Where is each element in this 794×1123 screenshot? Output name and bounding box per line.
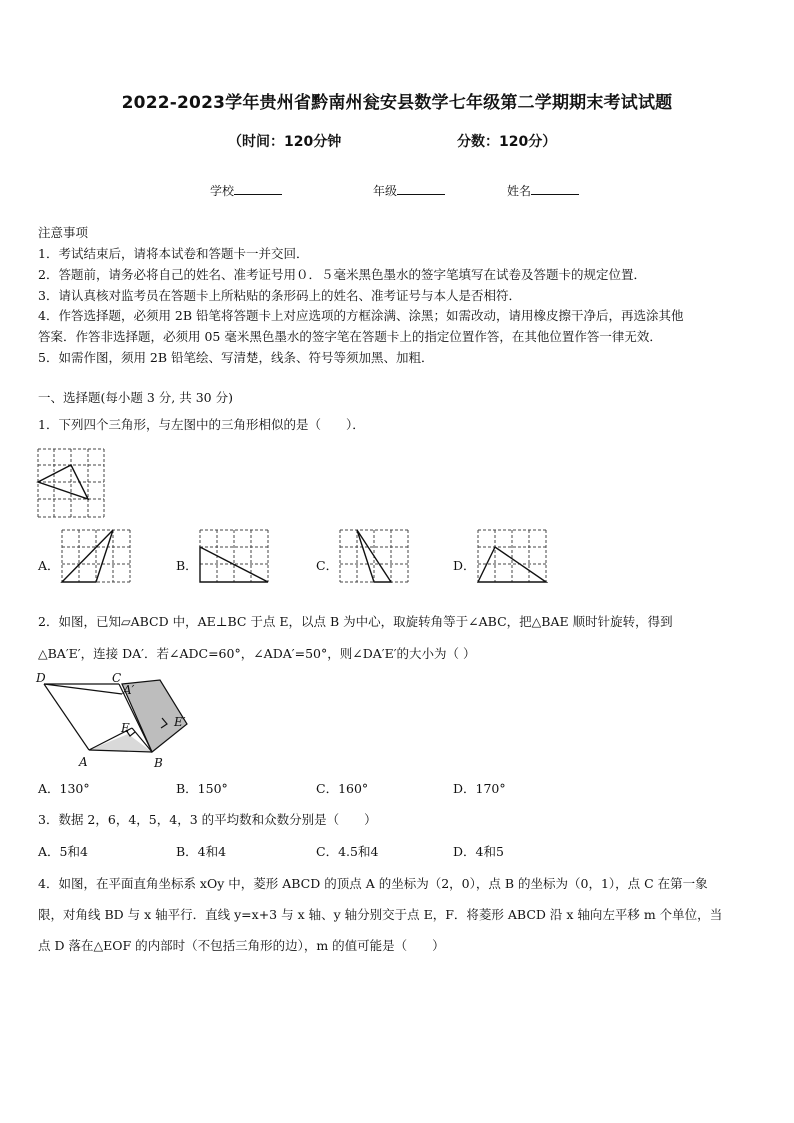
q2-option-a: A．130° bbox=[38, 781, 90, 796]
note-item: 3．请认真核对监考员在答题卡上所粘贴的条形码上的姓名、准考证号与本人是否相符． bbox=[38, 288, 521, 303]
label-b: B bbox=[154, 756, 163, 770]
name-field bbox=[507, 182, 579, 199]
label-e: E bbox=[121, 721, 130, 735]
page-title: 2022-2023学年贵州省黔南州瓮安县数学七年级第二学期期末考试试题 bbox=[121, 93, 673, 113]
note-item: 4．作答选择题，必须用 2B 铅笔将答题卡上对应选项的方框涂满、涂黑；如需改动，请用橡皮擦干净后，再选涂其他 bbox=[38, 308, 684, 323]
q1-option-b-label: B． bbox=[176, 558, 198, 573]
q1-option-a-figure bbox=[60, 528, 132, 584]
name-label: 姓名 bbox=[507, 184, 532, 198]
q2-stem-line1: 2．如图，已知▱ABCD 中，AE⊥BC 于点 E，以点 B 为中心，取旋转角等于∠ABC，把△BAE 顺时针旋转，得到 bbox=[38, 614, 673, 629]
note-item: 5．如需作图，须用 2B 铅笔绘、写清楚，线条、符号等须加黑、加粗． bbox=[38, 350, 434, 365]
q1-stem: 1．下列四个三角形，与左图中的三角形相似的是（ ）． bbox=[38, 417, 365, 432]
q3-option-d: D．4和5 bbox=[453, 844, 504, 859]
name-blank bbox=[531, 182, 579, 195]
q1-option-d-label: D． bbox=[453, 558, 476, 573]
q2-option-d: D．170° bbox=[453, 781, 506, 796]
time-limit: （时间：120分钟 bbox=[228, 134, 342, 150]
grade-field bbox=[373, 182, 445, 199]
q1-option-c-label: C． bbox=[316, 558, 339, 573]
note-item: 2．答题前，请务必将自己的姓名、准考证号用０．５毫米黑色墨水的签字笔填写在试卷及答题卡的规定位置． bbox=[38, 267, 646, 282]
note-item: 1．考试结束后，请将本试卷和答题卡一并交回． bbox=[38, 246, 309, 261]
q1-option-a-label: A． bbox=[38, 558, 60, 573]
school-blank bbox=[234, 182, 282, 195]
q3-option-c: C．4.5和4 bbox=[316, 844, 379, 859]
q4-stem-line3: 点 D 落在△EOF 的内部时（不包括三角形的边），m 的值可能是（ ） bbox=[38, 938, 445, 953]
school-label: 学校 bbox=[210, 184, 235, 198]
label-a: A bbox=[79, 755, 88, 769]
q3-option-b: B．4和4 bbox=[176, 844, 227, 859]
q1-option-c-figure bbox=[338, 528, 410, 584]
label-c: C bbox=[112, 671, 122, 685]
note-item: 答案．作答非选择题，必须用 05 毫米黑色墨水的签字笔在答题卡上的指定位置作答，在其他位置作答一律无效． bbox=[38, 329, 662, 344]
q2-stem-line2: △BA′E′，连接 DA′．若∠ADC=60°，∠ADA′=50°，则∠DA′E′的大小为（ ） bbox=[38, 646, 476, 661]
school-field bbox=[210, 182, 282, 199]
q2-option-c: C．160° bbox=[316, 781, 369, 796]
label-e-prime: E′ bbox=[174, 715, 186, 729]
q4-stem-line2: 限，对角线 BD 与 x 轴平行．直线 y=x+3 与 x 轴、y 轴分别交于点 E，F．将菱形 ABCD 沿 x 轴向左平移 m 个单位，当 bbox=[38, 907, 723, 922]
q4-stem-line1: 4．如图，在平面直角坐标系 xOy 中，菱形 ABCD 的顶点 A 的坐标为（2，0），点 B 的坐标为（0，1），点 C 在第一象 bbox=[38, 876, 708, 891]
label-d: D bbox=[36, 671, 46, 685]
section-heading: 一、选择题(每小题 3 分, 共 30 分) bbox=[38, 390, 233, 405]
q1-option-d-figure bbox=[476, 528, 548, 584]
q1-reference-figure bbox=[36, 447, 108, 519]
grade-label: 年级 bbox=[373, 184, 398, 198]
total-score: 分数：120分） bbox=[457, 134, 557, 150]
q2-option-b: B．150° bbox=[176, 781, 228, 796]
q1-option-b-figure bbox=[198, 528, 270, 584]
q3-option-a: A．5和4 bbox=[38, 844, 88, 859]
q2-parallelogram-figure bbox=[34, 670, 194, 774]
label-a-prime: A′ bbox=[123, 683, 135, 697]
q3-stem: 3．数据 2，6，4，5，4，3 的平均数和众数分别是（ ） bbox=[38, 812, 377, 827]
grade-blank bbox=[397, 182, 445, 195]
notes-heading: 注意事项 bbox=[38, 225, 89, 240]
